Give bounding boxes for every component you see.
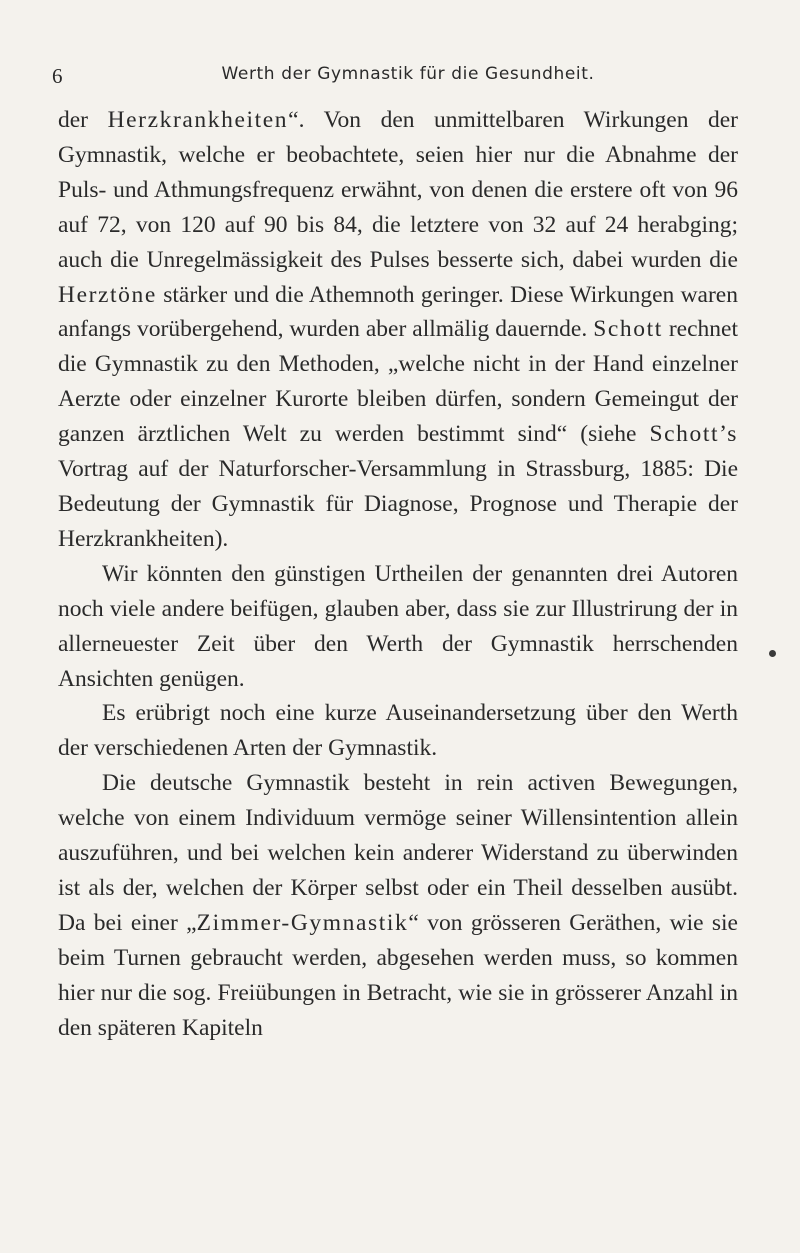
spaced-emphasis: Schott xyxy=(593,316,663,343)
body-text xyxy=(58,103,738,1045)
spaced-emphasis: Zimmer-Gymnastik xyxy=(196,909,409,936)
text-run: Vortrag auf der Naturforscher-Versammlung in Strassburg, 1885: Die Bedeutung der Gymnastik für Diagnose, Prognose und Therapie der Herzkrankheiten). xyxy=(58,456,738,552)
paragraph-2 xyxy=(58,557,738,697)
text-run: stärker und die Athemnoth geringer. Diese Wirkungen waren anfangs vorübergehend, wurden aber allmälig dauernde. xyxy=(58,281,738,343)
text-run: rechnet die Gymnastik zu den Methoden, „welche nicht in der Hand einzelner Aerzte oder einzelner Kurorte bleiben dürfen, sondern Gemeingut der ganzen ärztlichen Welt zu werden bestimmt sind“ (siehe xyxy=(58,316,738,448)
spaced-emphasis: Herztöne xyxy=(58,281,157,308)
text-run: Es erübrigt noch eine kurze Auseinandersetzung über den Werth der verschiedenen Arten der Gymnastik. xyxy=(58,700,738,762)
paragraph-1 xyxy=(58,103,738,557)
text-run: “. Von den unmittelbaren Wirkungen der Gymnastik, welche er beobachtete, seien hier nur die Abnahme der Puls- und Athmungsfrequenz erwähnt, von denen die erstere oft von 96 auf 72, von 120 auf 90 bis 84, die letztere von 32 auf 24 herabging; auch die Unregelmässigkeit des Pulses besserte sich, dabei wurden die xyxy=(58,107,738,273)
ink-spot xyxy=(769,650,776,657)
running-title: Werth der Gymnastik für die Gesundheit. xyxy=(221,64,595,84)
spaced-emphasis: Herzkrankheiten xyxy=(107,107,289,133)
text-run: Wir könnten den günstigen Urtheilen der genannten drei Autoren noch viele andere beifügen, glauben aber, dass sie zur Illustrirung der in allerneuester Zeit über den Werth der Gymnastik herrschenden Ansichten genügen. xyxy=(58,560,738,692)
text-run: der xyxy=(58,107,108,133)
spaced-emphasis: Schott’s xyxy=(649,421,738,448)
text-run: “ von grösseren Geräthen, wie sie beim Turnen gebraucht werden, abgesehen werden muss, so kommen hier nur die sog. Freiübungen in Betracht, wie sie in grösserer Anzahl in den späteren Kapiteln xyxy=(58,909,738,1041)
running-header xyxy=(52,64,740,94)
text-run: Die deutsche Gymnastik besteht in rein activen Bewegungen, welche von einem Individuum vermöge seiner Willensintention allein auszuführen, und bei welchen kein anderer Widerstand zu überwinden ist als der, welchen der Körper selbst oder ein Theil desselben ausübt. Da bei einer „ xyxy=(58,770,738,936)
page-number: 6 xyxy=(52,64,63,88)
paragraph-3 xyxy=(58,696,738,766)
paragraph-4 xyxy=(58,766,738,1045)
